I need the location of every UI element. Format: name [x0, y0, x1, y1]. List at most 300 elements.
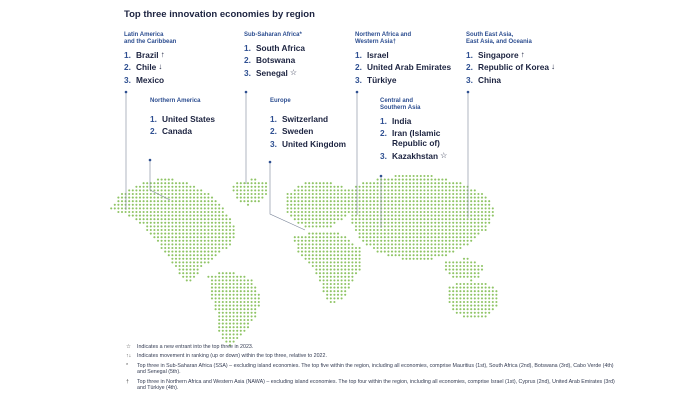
land-dot: [362, 189, 364, 191]
land-dot: [470, 301, 472, 303]
leader-line: [270, 162, 305, 230]
region-name: South East Asia, East Asia, and Oceania: [466, 32, 532, 45]
land-dot: [164, 179, 166, 181]
land-dot: [387, 236, 389, 238]
land-dot: [481, 215, 483, 217]
rank-number: 2.: [466, 62, 473, 73]
land-dot: [409, 240, 411, 242]
land-dot: [351, 261, 353, 263]
land-dot: [474, 233, 476, 235]
land-dot: [405, 204, 407, 206]
land-dot: [449, 290, 451, 292]
land-dot: [240, 326, 242, 328]
land-dot: [261, 189, 263, 191]
land-dot: [344, 251, 346, 253]
land-dot: [485, 211, 487, 213]
land-dot: [197, 269, 199, 271]
land-dot: [463, 272, 465, 274]
leader-anchor: [245, 91, 248, 94]
land-dot: [445, 193, 447, 195]
land-dot: [391, 251, 393, 253]
land-dot: [409, 211, 411, 213]
land-dot: [495, 290, 497, 292]
land-dot: [431, 251, 433, 253]
land-dot: [377, 229, 379, 231]
land-dot: [470, 290, 472, 292]
land-dot: [427, 240, 429, 242]
land-dot: [229, 287, 231, 289]
land-dot: [315, 218, 317, 220]
land-dot: [449, 211, 451, 213]
land-dot: [341, 297, 343, 299]
land-dot: [456, 243, 458, 245]
land-dot: [218, 319, 220, 321]
land-dot: [413, 211, 415, 213]
land-dot: [456, 186, 458, 188]
land-dot: [456, 204, 458, 206]
land-dot: [481, 312, 483, 314]
land-dot: [301, 240, 303, 242]
land-dot: [186, 247, 188, 249]
land-dot: [452, 200, 454, 202]
land-dot: [470, 189, 472, 191]
land-dot: [222, 276, 224, 278]
land-dot: [474, 290, 476, 292]
land-dot: [128, 207, 130, 209]
land-dot: [193, 193, 195, 195]
economy-name: Mexico: [136, 74, 165, 85]
land-dot: [186, 218, 188, 220]
land-dot: [431, 179, 433, 181]
land-dot: [431, 240, 433, 242]
land-dot: [294, 197, 296, 199]
land-dot: [243, 301, 245, 303]
land-dot: [477, 308, 479, 310]
land-dot: [470, 272, 472, 274]
land-dot: [341, 254, 343, 256]
land-dot: [438, 236, 440, 238]
land-dot: [377, 182, 379, 184]
land-dot: [211, 200, 213, 202]
land-dot: [427, 179, 429, 181]
land-dot: [449, 193, 451, 195]
land-dot: [175, 197, 177, 199]
ranking-item: [270, 114, 346, 124]
land-dot: [459, 308, 461, 310]
land-dot: [315, 182, 317, 184]
land-dot: [233, 297, 235, 299]
land-dot: [369, 182, 371, 184]
land-dot: [456, 272, 458, 274]
land-dot: [179, 200, 181, 202]
land-dot: [157, 207, 159, 209]
land-dot: [387, 204, 389, 206]
land-dot: [445, 207, 447, 209]
land-dot: [463, 290, 465, 292]
land-dot: [398, 193, 400, 195]
land-dot: [341, 276, 343, 278]
land-dot: [179, 247, 181, 249]
economy-name: Chile: [136, 62, 157, 73]
land-dot: [197, 207, 199, 209]
land-dot: [233, 301, 235, 303]
land-dot: [405, 233, 407, 235]
land-dot: [301, 215, 303, 217]
land-dot: [420, 240, 422, 242]
land-dot: [164, 233, 166, 235]
land-dot: [189, 251, 191, 253]
land-dot: [387, 254, 389, 256]
land-dot: [182, 276, 184, 278]
land-dot: [200, 254, 202, 256]
land-dot: [463, 225, 465, 227]
land-dot: [449, 204, 451, 206]
land-dot: [193, 240, 195, 242]
land-dot: [215, 233, 217, 235]
land-dot: [146, 193, 148, 195]
land-dot: [463, 276, 465, 278]
land-dot: [474, 269, 476, 271]
land-dot: [186, 182, 188, 184]
land-dot: [225, 312, 227, 314]
land-dot: [488, 200, 490, 202]
land-dot: [438, 182, 440, 184]
region-name: Europe: [270, 98, 291, 104]
land-dot: [380, 243, 382, 245]
land-dot: [326, 236, 328, 238]
land-dot: [168, 204, 170, 206]
land-dot: [387, 200, 389, 202]
land-dot: [179, 215, 181, 217]
land-dot: [355, 265, 357, 267]
land-dot: [189, 186, 191, 188]
land-dot: [434, 233, 436, 235]
land-dot: [182, 204, 184, 206]
land-dot: [445, 211, 447, 213]
land-dot: [222, 337, 224, 339]
leader-anchor: [356, 91, 359, 94]
land-dot: [488, 207, 490, 209]
land-dot: [344, 290, 346, 292]
land-dot: [481, 287, 483, 289]
land-dot: [121, 207, 123, 209]
land-dot: [175, 265, 177, 267]
land-dot: [175, 261, 177, 263]
land-dot: [125, 204, 127, 206]
land-dot: [315, 225, 317, 227]
land-dot: [391, 247, 393, 249]
land-dot: [330, 297, 332, 299]
land-dot: [207, 204, 209, 206]
land-dot: [348, 204, 350, 206]
land-dot: [405, 254, 407, 256]
land-dot: [431, 204, 433, 206]
land-dot: [135, 200, 137, 202]
land-dot: [225, 218, 227, 220]
land-dot: [297, 197, 299, 199]
land-dot: [254, 189, 256, 191]
land-dot: [240, 200, 242, 202]
land-dot: [233, 186, 235, 188]
land-dot: [405, 258, 407, 260]
land-dot: [308, 215, 310, 217]
land-dot: [233, 279, 235, 281]
land-dot: [139, 218, 141, 220]
land-dot: [427, 215, 429, 217]
land-dot: [492, 290, 494, 292]
land-dot: [143, 222, 145, 224]
land-dot: [416, 215, 418, 217]
land-dot: [369, 207, 371, 209]
land-dot: [326, 211, 328, 213]
land-dot: [189, 240, 191, 242]
land-dot: [193, 222, 195, 224]
land-dot: [337, 294, 339, 296]
land-dot: [186, 197, 188, 199]
land-dot: [449, 297, 451, 299]
land-dot: [193, 261, 195, 263]
land-dot: [409, 193, 411, 195]
land-dot: [395, 222, 397, 224]
land-dot: [391, 200, 393, 202]
land-dot: [229, 305, 231, 307]
land-dot: [207, 193, 209, 195]
footnote-text: Top three in Sub-Saharan Africa (SSA) – excluding island economies. The top five within the region, including all economies, comprise Mauritius (1st), South Africa (2nd), Botswana (3rd), Cabo Verde (4th) and Senegal (5th).: [137, 362, 614, 376]
land-dot: [477, 193, 479, 195]
land-dot: [236, 301, 238, 303]
land-dot: [427, 211, 429, 213]
land-dot: [398, 218, 400, 220]
land-dot: [319, 247, 321, 249]
land-dot: [474, 225, 476, 227]
land-dot: [186, 200, 188, 202]
land-dot: [222, 319, 224, 321]
land-dot: [236, 326, 238, 328]
land-dot: [243, 290, 245, 292]
land-dot: [247, 290, 249, 292]
land-dot: [189, 261, 191, 263]
land-dot: [247, 182, 249, 184]
land-dot: [416, 233, 418, 235]
land-dot: [193, 243, 195, 245]
land-dot: [204, 258, 206, 260]
land-dot: [225, 330, 227, 332]
economy-name: Senegal: [256, 67, 288, 78]
land-dot: [431, 243, 433, 245]
land-dot: [218, 204, 220, 206]
land-dot: [182, 197, 184, 199]
land-dot: [441, 240, 443, 242]
land-dot: [449, 222, 451, 224]
land-dot: [146, 204, 148, 206]
land-dot: [434, 215, 436, 217]
land-dot: [182, 251, 184, 253]
land-dot: [175, 251, 177, 253]
land-dot: [215, 305, 217, 307]
land-dot: [387, 247, 389, 249]
land-dot: [481, 207, 483, 209]
land-dot: [247, 294, 249, 296]
land-dot: [377, 243, 379, 245]
land-dot: [132, 189, 134, 191]
land-dot: [441, 233, 443, 235]
land-dot: [132, 197, 134, 199]
land-dot: [290, 207, 292, 209]
land-dot: [179, 261, 181, 263]
land-dot: [175, 258, 177, 260]
land-dot: [459, 312, 461, 314]
land-dot: [333, 301, 335, 303]
land-dot: [387, 179, 389, 181]
footnotes: [126, 344, 616, 394]
land-dot: [495, 294, 497, 296]
land-dot: [290, 193, 292, 195]
land-dot: [182, 225, 184, 227]
land-dot: [319, 258, 321, 260]
land-dot: [305, 207, 307, 209]
land-dot: [467, 207, 469, 209]
land-dot: [387, 243, 389, 245]
land-dot: [416, 240, 418, 242]
land-dot: [333, 222, 335, 224]
land-dot: [143, 207, 145, 209]
land-dot: [197, 222, 199, 224]
land-dot: [312, 236, 314, 238]
land-dot: [175, 229, 177, 231]
land-dot: [229, 312, 231, 314]
land-dot: [323, 233, 325, 235]
land-dot: [171, 179, 173, 181]
land-dot: [395, 186, 397, 188]
land-dot: [441, 222, 443, 224]
land-dot: [326, 297, 328, 299]
land-dot: [391, 225, 393, 227]
land-dot: [315, 186, 317, 188]
land-dot: [387, 207, 389, 209]
land-dot: [333, 297, 335, 299]
land-dot: [416, 207, 418, 209]
land-dot: [348, 193, 350, 195]
land-dot: [153, 236, 155, 238]
land-dot: [456, 193, 458, 195]
land-dot: [481, 211, 483, 213]
land-dot: [197, 261, 199, 263]
land-dot: [258, 182, 260, 184]
land-dot: [488, 204, 490, 206]
land-dot: [398, 186, 400, 188]
land-dot: [463, 283, 465, 285]
land-dot: [222, 240, 224, 242]
land-dot: [348, 272, 350, 274]
land-dot: [254, 290, 256, 292]
land-dot: [164, 218, 166, 220]
land-dot: [467, 193, 469, 195]
land-dot: [326, 283, 328, 285]
land-dot: [222, 287, 224, 289]
land-dot: [398, 197, 400, 199]
land-dot: [323, 222, 325, 224]
land-dot: [366, 197, 368, 199]
land-dot: [420, 197, 422, 199]
land-dot: [485, 312, 487, 314]
land-dot: [366, 236, 368, 238]
land-dot: [492, 207, 494, 209]
land-dot: [319, 254, 321, 256]
land-dot: [294, 193, 296, 195]
land-dot: [359, 247, 361, 249]
land-dot: [290, 204, 292, 206]
land-dot: [427, 197, 429, 199]
land-dot: [398, 254, 400, 256]
land-dot: [449, 243, 451, 245]
ranking-item: [466, 75, 555, 85]
land-dot: [150, 218, 152, 220]
land-dot: [366, 193, 368, 195]
land-dot: [305, 247, 307, 249]
land-dot: [366, 229, 368, 231]
land-dot: [477, 265, 479, 267]
land-dot: [485, 287, 487, 289]
land-dot: [179, 193, 181, 195]
land-dot: [319, 272, 321, 274]
land-dot: [215, 283, 217, 285]
land-dot: [467, 243, 469, 245]
land-dot: [459, 186, 461, 188]
land-dot: [416, 193, 418, 195]
land-dot: [251, 179, 253, 181]
land-dot: [243, 193, 245, 195]
land-dot: [485, 308, 487, 310]
economy-name: Türkiye: [367, 74, 397, 85]
land-dot: [175, 200, 177, 202]
land-dot: [463, 297, 465, 299]
land-dot: [233, 236, 235, 238]
land-dot: [470, 308, 472, 310]
ranking-item: [380, 151, 447, 161]
land-dot: [132, 200, 134, 202]
land-dot: [456, 236, 458, 238]
land-dot: [330, 287, 332, 289]
land-dot: [319, 240, 321, 242]
land-dot: [337, 247, 339, 249]
land-dot: [171, 189, 173, 191]
land-dot: [355, 218, 357, 220]
land-dot: [416, 236, 418, 238]
land-dot: [467, 305, 469, 307]
land-dot: [222, 333, 224, 335]
land-dot: [186, 189, 188, 191]
land-dot: [420, 243, 422, 245]
land-dot: [337, 186, 339, 188]
land-dot: [222, 218, 224, 220]
land-dot: [319, 233, 321, 235]
land-dot: [474, 197, 476, 199]
land-dot: [456, 182, 458, 184]
land-dot: [416, 222, 418, 224]
land-dot: [402, 233, 404, 235]
land-dot: [434, 189, 436, 191]
land-dot: [395, 236, 397, 238]
land-dot: [463, 233, 465, 235]
land-dot: [413, 182, 415, 184]
land-dot: [189, 204, 191, 206]
land-dot: [456, 197, 458, 199]
land-dot: [161, 207, 163, 209]
land-dot: [301, 243, 303, 245]
land-dot: [463, 269, 465, 271]
ranking-item: [355, 50, 451, 60]
land-dot: [330, 279, 332, 281]
